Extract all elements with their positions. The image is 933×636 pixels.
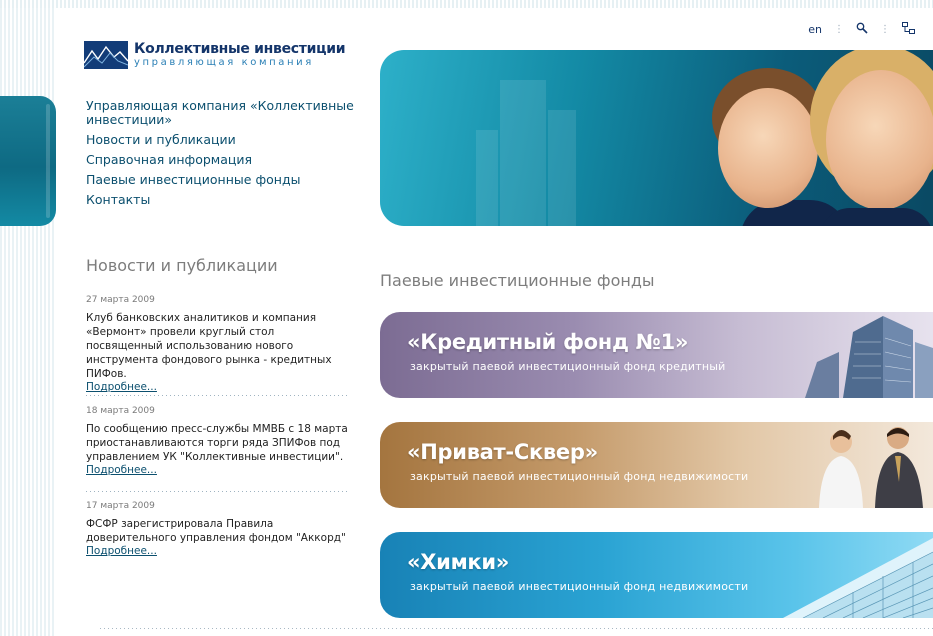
nav-item-reference[interactable]: Справочная информация [86, 152, 253, 167]
funds-heading: Паевые инвестиционные фонды [380, 271, 655, 290]
logo-title: Коллективные инвестиции [134, 41, 346, 57]
news-divider [86, 395, 348, 396]
company-logo[interactable] [84, 41, 345, 69]
hero-building-shape [476, 130, 498, 226]
news-heading: Новости и публикации [86, 256, 278, 275]
news-text: По сообщению пресс-службы ММВБ с 18 марта приостанавливаются торги ряда ЗПИФов под управлением УК "Коллективные инвестиции". [86, 423, 348, 463]
news-divider [86, 491, 348, 492]
news-more-link[interactable]: Подробнее... [86, 545, 157, 557]
fund-description: закрытый паевой инвестиционный фонд кредитный [410, 360, 726, 373]
left-accent-tab [0, 96, 56, 226]
glass-tower-icon [783, 532, 933, 618]
nav-item-contacts[interactable]: Контакты [86, 192, 151, 207]
language-switch-en[interactable]: en [808, 23, 822, 36]
news-date: 17 марта 2009 [86, 501, 155, 511]
footer-divider [100, 628, 933, 629]
news-more-link[interactable]: Подробнее... [86, 381, 157, 393]
fund-banner-privat-sqver[interactable] [380, 422, 933, 508]
hero-banner-image [380, 50, 933, 226]
news-text: ФСФР зарегистрировала Правила доверительного управления фондом "Аккорд" [86, 518, 346, 544]
search-icon[interactable] [856, 22, 868, 37]
news-more-link[interactable]: Подробнее... [86, 464, 157, 476]
logo-mountains-icon [84, 41, 128, 69]
hero-building-shape [548, 110, 576, 226]
hero-boy-face [718, 88, 818, 208]
news-date: 27 марта 2009 [86, 295, 155, 305]
sitemap-icon[interactable] [902, 22, 915, 37]
nav-item-company[interactable]: Управляющая компания «Коллективные инвестиции» [86, 98, 354, 127]
fund-description: закрытый паевой инвестиционный фонд недвижимости [410, 470, 749, 483]
top-utility-nav [808, 22, 915, 37]
business-people-icon [783, 422, 933, 508]
skyscraper-icon [783, 312, 933, 398]
news-text: Клуб банковских аналитиков и компания «Вермонт» провели круглый стол посвященный использованию нового инструмента фондового рынка - кредитных ПИФов. [86, 312, 332, 380]
news-date: 18 марта 2009 [86, 406, 155, 416]
hero-building-shape [500, 80, 546, 226]
hero-woman-shirt [820, 208, 933, 226]
fund-name: «Химки» [407, 550, 510, 574]
logo-subtitle: управляющая компания [134, 57, 314, 68]
fund-description: закрытый паевой инвестиционный фонд недвижимости [410, 580, 749, 593]
news-item [86, 501, 351, 557]
fund-banner-credit-fund[interactable] [380, 312, 933, 398]
nav-separator: ⋮ [880, 24, 890, 35]
main-navigation [86, 99, 356, 213]
news-item [86, 406, 351, 476]
nav-item-funds[interactable]: Паевые инвестиционные фонды [86, 172, 301, 187]
fund-banner-khimki[interactable] [380, 532, 933, 618]
hero-woman-face [826, 70, 933, 210]
nav-separator: ⋮ [834, 24, 844, 35]
news-item [86, 295, 351, 393]
nav-item-news[interactable]: Новости и публикации [86, 132, 236, 147]
fund-name: «Кредитный фонд №1» [407, 330, 689, 354]
fund-name: «Приват-Сквер» [407, 440, 598, 464]
top-decorative-stripe [0, 0, 933, 8]
